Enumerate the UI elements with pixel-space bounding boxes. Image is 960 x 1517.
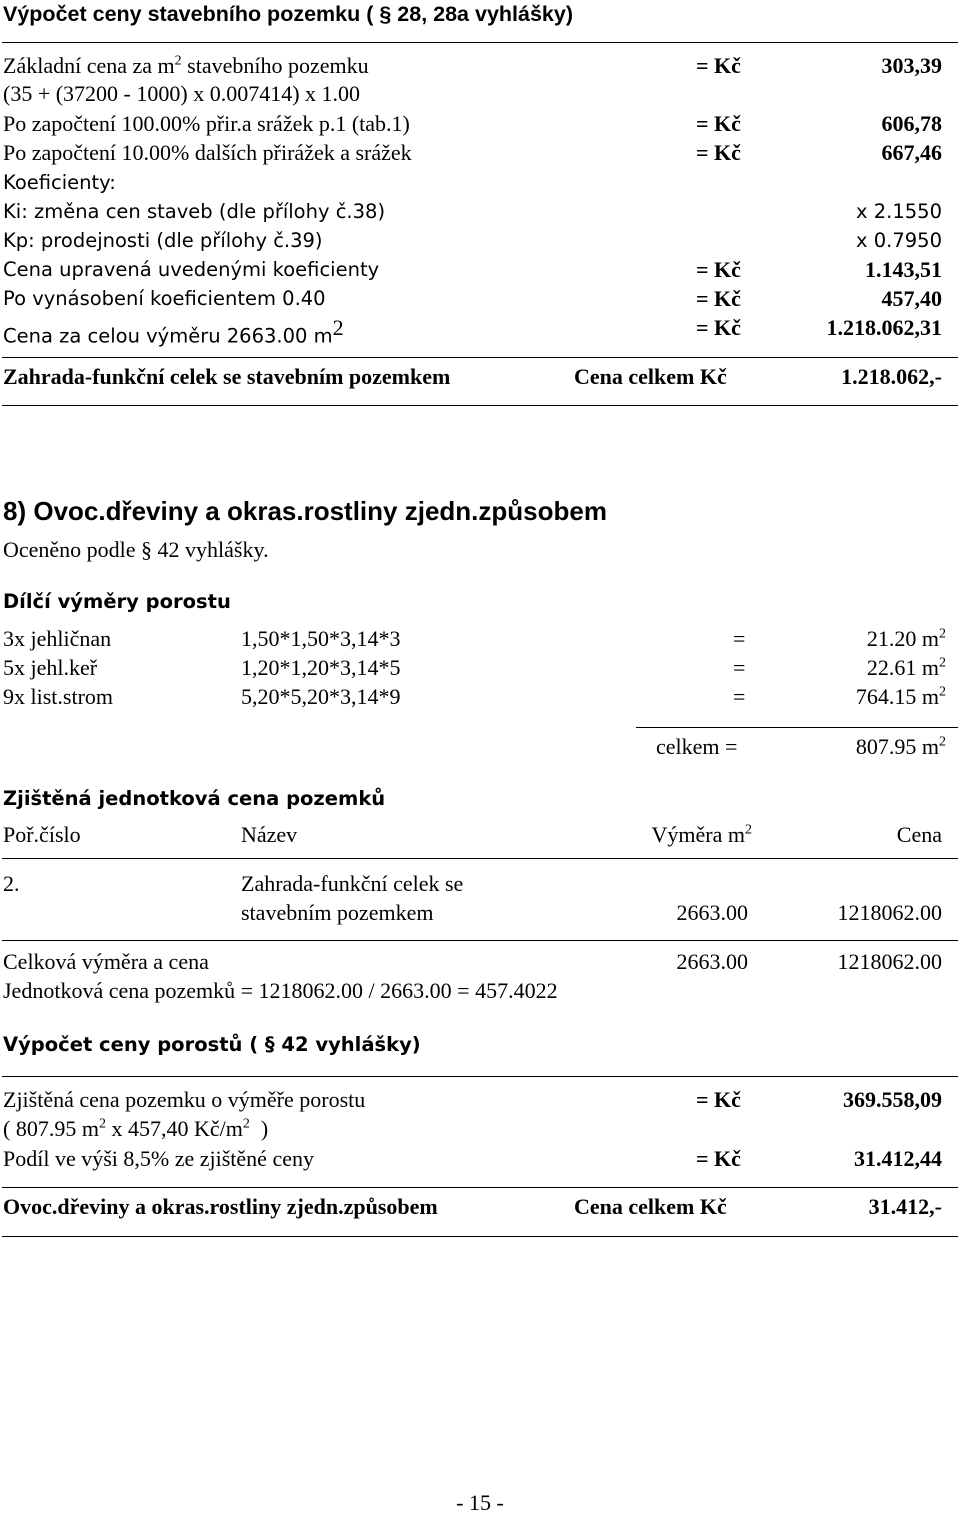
divider [2,1187,958,1188]
table-row-num: 2. [3,871,20,896]
calc-eq: = Kč [696,1146,741,1171]
calc-value: 369.558,09 [843,1087,942,1112]
table-row-area: 2663.00 [676,900,748,925]
partial-value: 22.61 $m^2$ [866,655,946,680]
row-eq: = Kč [696,257,741,282]
partial-eq: = [733,684,746,709]
row-label: (35 + (37200 - 1000) x 0.007414) x 1.00 [3,81,361,106]
row-eq: = Kč [696,53,741,78]
partial-eq: = [733,655,746,680]
row-label: Koeficienty: [3,171,116,194]
calc-value: 31.412,44 [854,1146,942,1171]
row-eq: = Kč [696,315,741,340]
partial-heading: Dílčí výměry porostu [3,590,231,613]
row-label: Cena za celou výměru 2663.00 $m^2$ [3,315,344,348]
divider [2,357,958,358]
divider [2,1076,958,1077]
total-label: Zahrada-funkční celek se stavebním pozemkem [3,364,451,389]
divider [2,42,958,43]
calc-heading: Výpočet ceny porostů ( § 42 vyhlášky) [3,1033,421,1056]
row-label: Po započtení 100.00% přir.a srážek p.1 (tab.1) [3,111,410,136]
row-value: 1.218.062,31 [826,315,942,340]
table-total-area: 2663.00 [676,949,748,974]
section-title-porosty: 8) Ovoc.dřeviny a okras.rostliny zjedn.způsobem [3,496,607,526]
partial-formula: 5,20*5,20*3,14*9 [241,684,401,709]
row-eq: = Kč [696,140,741,165]
row-value: 457,40 [881,286,942,311]
table-row-name: Zahrada-funkční celek se [241,871,464,896]
table-total-price: 1218062.00 [837,949,942,974]
total-middle: Cena celkem Kč [574,1194,727,1219]
partial-formula: 1,50*1,50*3,14*3 [241,626,401,651]
calc-label: Zjištěná cena pozemku o výměře porostu [3,1087,366,1112]
row-label: Základní cena za $m^2$ stavebního pozemku [3,53,369,78]
total-value: 31.412,- [868,1194,942,1219]
row-value: 606,78 [881,111,942,136]
row-eq: = Kč [696,286,741,311]
total-middle: Cena celkem Kč [574,364,727,389]
table-row-name: stavebním pozemkem [241,900,434,925]
partial-value: 764.15 $m^2$ [855,684,946,709]
partial-total-value: 807.95 $m^2$ [855,734,946,759]
calc-label: Podíl ve výši 8,5% ze zjištěné ceny [3,1146,314,1171]
row-eq: = Kč [696,111,741,136]
row-value: x 2.1550 [856,200,942,223]
partial-formula: 1,20*1,20*3,14*5 [241,655,401,680]
table-total-label: Celková výměra a cena [3,949,209,974]
unit-price: Jednotková cena pozemků = 1218062.00 / 2663.00 = 457.4022 [3,978,558,1003]
partial-value: 21.20 $m^2$ [866,626,946,651]
row-label: Kp: prodejnosti (dle přílohy č.39) [3,229,323,252]
row-label: Cena upravená uvedenými koeficienty [3,258,380,281]
divider [2,858,958,859]
row-value: x 0.7950 [856,229,942,252]
calc-eq: = Kč [696,1087,741,1112]
unit-price-heading: Zjištěná jednotková cena pozemků [3,787,386,810]
divider [2,405,958,406]
table-header-name: Název [241,822,298,847]
row-value: 1.143,51 [865,257,942,282]
table-header-area: Výměra $m^2$ [651,822,752,847]
row-label: Po vynásobení koeficientem 0.40 [3,287,326,310]
divider [636,727,958,728]
partial-name: 9x list.strom [3,684,114,709]
divider [2,940,958,941]
row-label: Po započtení 10.00% dalších přirážek a srážek [3,140,412,165]
partial-total-label: celkem = [656,734,738,759]
table-header-price: Cena [896,822,942,847]
total-value: 1.218.062,- [841,364,942,389]
divider [2,1236,958,1237]
page-number: - 15 - [456,1490,504,1515]
section-subtitle: Oceněno podle § 42 vyhlášky. [3,537,269,562]
row-value: 667,46 [881,140,942,165]
row-label: Ki: změna cen staveb (dle přílohy č.38) [3,200,386,223]
section-title-pozemek: Výpočet ceny stavebního pozemku ( § 28, 28a vyhlášky) [3,2,573,26]
table-row-price: 1218062.00 [837,900,942,925]
partial-name: 5x jehl.keř [3,655,98,680]
partial-eq: = [733,626,746,651]
table-header-num: Poř.číslo [3,822,81,847]
partial-name: 3x jehličnan [3,626,112,651]
total-label: Ovoc.dřeviny a okras.rostliny zjedn.způsobem [3,1194,438,1219]
calc-label: ( 807.95 $m^2$ x 457,40 $Kč/m^2$ ) [3,1116,269,1141]
row-value: 303,39 [881,53,942,78]
